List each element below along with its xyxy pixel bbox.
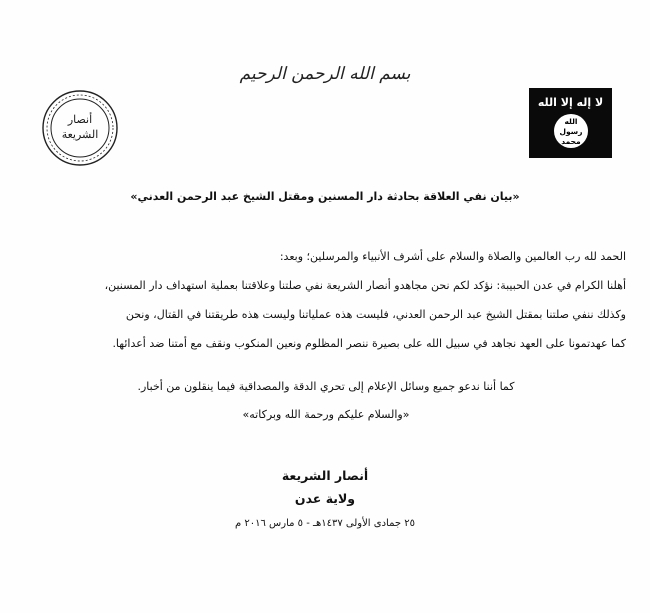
flag-shahada-text: لا إله إلا الله xyxy=(537,96,604,109)
body-line: وكذلك ننفي صلتنا بمقتل الشيخ عبد الرحمن العدني، فليست هذه عملياتنا وليست هذه طريقتنا في القتال، ونحن xyxy=(125,308,626,321)
body-line: أهلنا الكرام في عدن الحبيبة: نؤكد لكم نحن مجاهدو أنصار الشريعة نفي صلتنا وعلاقتنا بعملية استهداف دار المسنين، xyxy=(104,279,626,292)
body-line: كما عهدتمونا على العهد نجاهد في سبيل الله على بصيرة ننصر المظلوم ونعين المنكوب ونقف مع أمتنا ضد أعدائها. xyxy=(112,337,626,350)
black-flag-logo xyxy=(529,88,612,158)
organization-seal-logo xyxy=(40,88,120,168)
body-line: الحمد لله رب العالمين والصلاة والسلام على أشرف الأنبياء والمرسلين؛ وبعد: xyxy=(279,250,626,263)
body-line: كما أننا ندعو جميع وسائل الإعلام إلى تحري الدقة والمصداقية فيما ينقلون من أخبار. xyxy=(137,380,515,393)
basmala-calligraphy: بسم الله الرحمن الرحيم xyxy=(239,64,411,84)
signature-province: ولاية عدن xyxy=(294,491,356,506)
seal-text: أنصار الشريعة xyxy=(61,113,99,141)
closing-greeting: «والسلام عليكم ورحمة الله وبركاته» xyxy=(242,408,410,421)
statement-title: «بيان نفي العلاقة بحادثة دار المسنين ومقتل الشيخ عبد الرحمن العدني» xyxy=(130,190,520,203)
signature-date: ٢٥ جمادى الأولى ١٤٣٧هـ - ٥ مارس ٢٠١٦ م xyxy=(235,518,415,529)
signature-organization: أنصار الشريعة xyxy=(281,468,369,483)
flag-seal-circle: الله رسول محمد xyxy=(554,114,588,148)
